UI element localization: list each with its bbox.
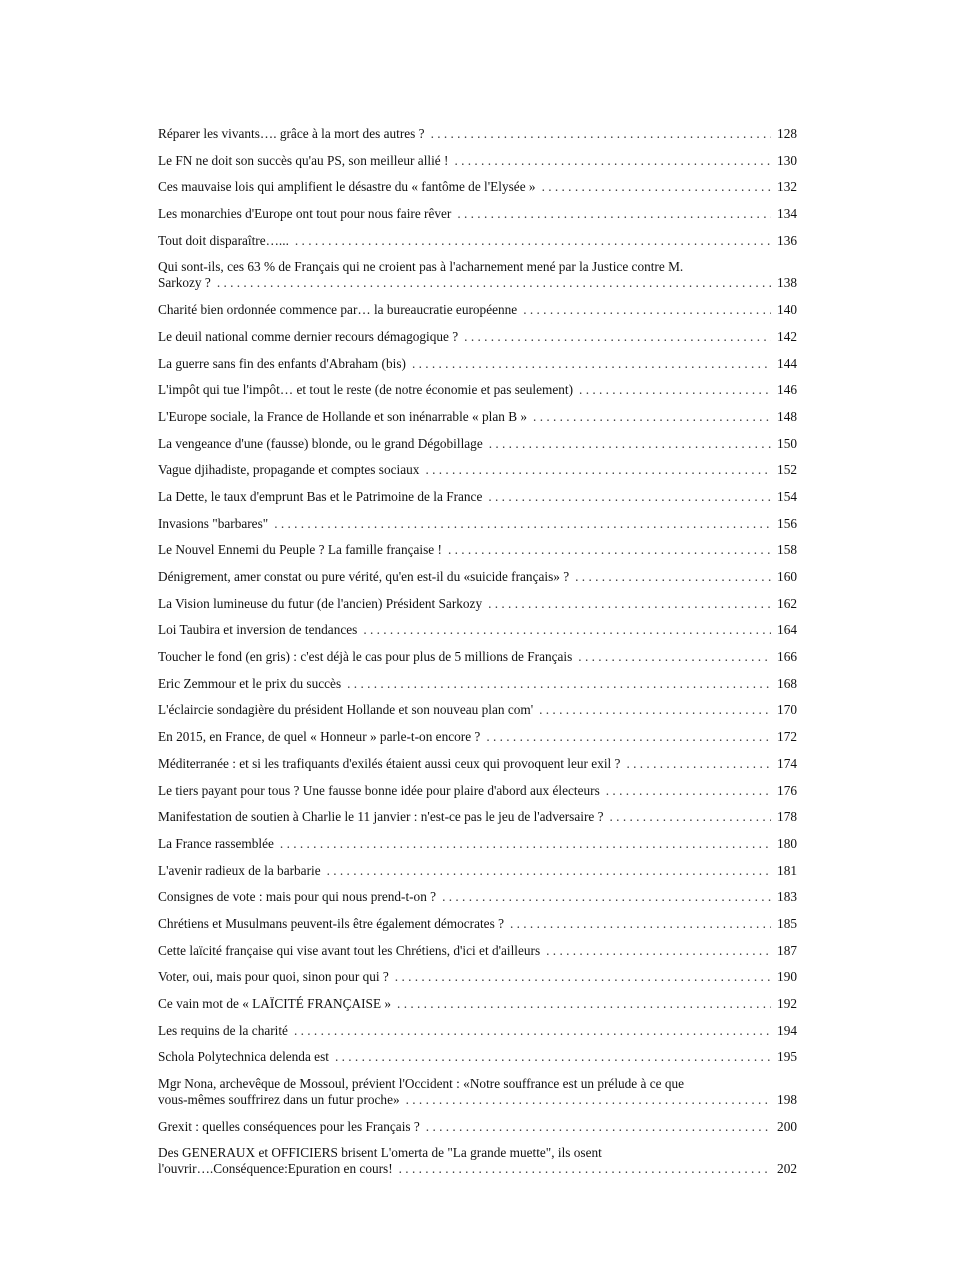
- entry-page-number: 160: [777, 569, 797, 584]
- entry-title: Sarkozy ?: [158, 275, 211, 291]
- toc-entry[interactable]: [158, 887, 797, 914]
- entry-title: Grexit : quelles conséquences pour les Français ?: [158, 1118, 420, 1134]
- entry-title: Vague djihadiste, propagande et comptes sociaux: [158, 462, 420, 478]
- dot-leader: [294, 1023, 771, 1039]
- entry-title: Le tiers payant pour tous ? Une fausse bonne idée pour plaire d'abord aux électeurs: [158, 782, 600, 798]
- entry-page-number: 152: [777, 462, 797, 478]
- entry-page-number: 154: [777, 488, 797, 504]
- entry-page-number: 183: [777, 889, 797, 905]
- toc-entry[interactable]: [158, 941, 797, 968]
- entry-title: vous-mêmes souffrirez dans un futur proche»: [158, 1092, 400, 1108]
- entry-page-number: 181: [777, 862, 797, 878]
- entry-title: Voter, oui, mais pour quoi, sinon pour qui ?: [158, 969, 389, 985]
- entry-page-number: 144: [777, 355, 797, 371]
- dot-leader: [523, 302, 771, 318]
- toc-entry[interactable]: [158, 540, 797, 567]
- entry-title: L'Europe sociale, la France de Hollande et son inénarrable « plan B »: [158, 408, 528, 424]
- toc-entry[interactable]: [158, 861, 797, 888]
- entry-title: Chrétiens et Musulmans peuvent-ils être également démocrates ?: [158, 915, 504, 931]
- entry-page-number: 148: [777, 408, 797, 424]
- entry-title: Le Nouvel Ennemi du Peuple ? La famille française !: [158, 542, 442, 558]
- dot-leader: [399, 1161, 771, 1177]
- dot-leader: [448, 542, 771, 558]
- toc-entry[interactable]: [158, 380, 797, 407]
- dot-leader: [335, 1049, 771, 1065]
- entry-title: En 2015, en France, de quel « Honneur » parle-t-on encore ?: [158, 729, 481, 745]
- dot-leader: [606, 783, 771, 799]
- toc-entry[interactable]: [158, 177, 797, 204]
- entry-page-number: 166: [777, 649, 797, 665]
- toc-entry[interactable]: [158, 151, 797, 178]
- toc-entry[interactable]: [158, 807, 797, 834]
- entry-title: Le FN ne doit son succès qu'au PS, son meilleur allié !: [158, 152, 449, 168]
- toc-entry[interactable]: [158, 967, 797, 994]
- toc-entry[interactable]: [158, 1047, 797, 1074]
- toc-entry[interactable]: [158, 514, 797, 541]
- dot-leader: [626, 756, 771, 772]
- dot-leader: [431, 126, 771, 142]
- dot-leader: [280, 836, 771, 852]
- entry-page-number: 176: [777, 782, 797, 798]
- toc-entry[interactable]: [158, 1021, 797, 1048]
- entry-title: L'impôt qui tue l'impôt… et tout le reste (de notre économie et pas seulement): [158, 382, 574, 398]
- entry-page-number: 138: [777, 275, 797, 291]
- dot-leader: [457, 206, 771, 222]
- entry-title: Manifestation de soutien à Charlie le 11 janvier : n'est-ce pas le jeu de l'adversaire ?: [158, 809, 604, 825]
- dot-leader: [610, 809, 771, 825]
- entry-page-number: 158: [777, 542, 797, 558]
- entry-page-number: 174: [777, 755, 797, 771]
- entry-page-number: 162: [777, 595, 797, 611]
- entry-page-number: 178: [777, 809, 797, 825]
- dot-leader: [295, 233, 771, 249]
- dot-leader: [488, 489, 771, 505]
- toc-entry[interactable]: [158, 674, 797, 701]
- entry-title: Toucher le fond (en gris) : c'est déjà le cas pour plus de 5 millions de Français: [158, 649, 573, 665]
- toc-entry[interactable]: [158, 460, 797, 487]
- dot-leader: [347, 676, 771, 692]
- entry-title: l'ouvrir….Conséquence:Epuration en cours!: [158, 1161, 393, 1177]
- dot-leader: [442, 889, 771, 905]
- dot-leader: [454, 153, 771, 169]
- entry-page-number: 185: [777, 915, 797, 931]
- entry-page-number: 170: [777, 702, 797, 718]
- entry-title: Charité bien ordonnée commence par… la bureaucratie européenne: [158, 302, 518, 318]
- entry-page-number: 202: [777, 1161, 797, 1177]
- toc-entry[interactable]: [158, 354, 797, 381]
- toc-entry[interactable]: [158, 700, 797, 727]
- entry-title: La vengeance d'une (fausse) blonde, ou le grand Dégobillage: [158, 435, 483, 451]
- entry-page-number: 198: [777, 1092, 797, 1108]
- dot-leader: [489, 436, 771, 452]
- entry-title: La guerre sans fin des enfants d'Abraham (bis): [158, 355, 406, 371]
- entry-page-number: 146: [777, 382, 797, 398]
- entry-title: La France rassemblée: [158, 835, 274, 851]
- entry-page-number: 156: [777, 515, 797, 531]
- entry-title-line1: Qui sont-ils, ces 63 % de Français qui ne croient pas à l'acharnement mené par la Justice contre M.: [158, 259, 684, 275]
- toc-entry[interactable]: [158, 1143, 797, 1186]
- entry-page-number: 187: [777, 942, 797, 958]
- toc-entry[interactable]: [158, 647, 797, 674]
- dot-leader: [274, 516, 771, 532]
- entry-page-number: 150: [777, 435, 797, 451]
- entry-title: Schola Polytechnica delenda est: [158, 1049, 329, 1065]
- entry-title: Loi Taubira et inversion de tendances: [158, 622, 358, 638]
- entry-page-number: 128: [777, 126, 797, 141]
- dot-leader: [412, 356, 771, 372]
- toc-entry[interactable]: [158, 231, 797, 258]
- dot-leader: [217, 275, 771, 291]
- entry-title: Méditerranée : et si les trafiquants d'exilés étaient aussi ceux qui provoquent leur exil ?: [158, 755, 621, 771]
- toc-entry[interactable]: [158, 487, 797, 514]
- toc-entry[interactable]: [158, 834, 797, 861]
- dot-leader: [327, 863, 771, 879]
- dot-leader: [363, 622, 771, 638]
- dot-leader: [425, 462, 771, 478]
- entry-title: Invasions "barbares": [158, 515, 269, 531]
- entry-page-number: 136: [777, 232, 797, 248]
- entry-title: La Dette, le taux d'emprunt Bas et le Patrimoine de la France: [158, 488, 483, 504]
- entry-title: Cette laïcité française qui vise avant tout les Chrétiens, d'ici et d'ailleurs: [158, 942, 541, 958]
- entry-page-number: 130: [777, 152, 797, 168]
- entry-page-number: 195: [777, 1049, 797, 1065]
- toc-entry[interactable]: [158, 620, 797, 647]
- entry-title: Consignes de vote : mais pour qui nous prend-t-on ?: [158, 889, 437, 905]
- dot-leader: [510, 916, 771, 932]
- toc-entry[interactable]: [158, 594, 797, 621]
- entry-title: Les requins de la charité: [158, 1022, 288, 1038]
- toc-entry[interactable]: [158, 727, 797, 754]
- entry-title-line1: Des GENERAUX et OFFICIERS brisent L'omerta de "La grande muette", ils osent: [158, 1145, 602, 1161]
- entry-page-number: 132: [777, 179, 797, 195]
- entry-title: Ce vain mot de « LAÏCITÉ FRANÇAISE »: [158, 996, 392, 1011]
- toc-entry[interactable]: [158, 204, 797, 231]
- entry-title: Réparer les vivants…. grâce à la mort des autres ?: [158, 126, 425, 141]
- entry-page-number: 190: [777, 969, 797, 985]
- entry-title: Eric Zemmour et le prix du succès: [158, 675, 342, 691]
- toc-entry[interactable]: [158, 407, 797, 434]
- dot-leader: [533, 409, 771, 425]
- entry-page-number: 168: [777, 675, 797, 691]
- entry-page-number: 194: [777, 1022, 797, 1038]
- entry-page-number: 172: [777, 729, 797, 745]
- toc-entry[interactable]: [158, 327, 797, 354]
- entry-page-number: 180: [777, 835, 797, 851]
- toc-entry[interactable]: [158, 1074, 797, 1117]
- dot-leader: [464, 329, 771, 345]
- entry-title-line1: Mgr Nona, archevêque de Mossoul, prévient l'Occident : «Notre souffrance est un prélude à ce que: [158, 1076, 685, 1092]
- toc-entry[interactable]: [158, 124, 797, 151]
- entry-title: Dénigrement, amer constat ou pure vérité, qu'en est-il du «suicide français» ?: [158, 569, 570, 584]
- toc-entry[interactable]: [158, 567, 797, 594]
- entry-page-number: 134: [777, 206, 797, 222]
- table-of-contents: [158, 124, 797, 1186]
- dot-leader: [546, 943, 771, 959]
- entry-title: L'éclaircie sondagière du président Hollande et son nouveau plan com': [158, 702, 534, 718]
- dot-leader: [579, 382, 771, 398]
- toc-entry[interactable]: [158, 994, 797, 1021]
- dot-leader: [406, 1092, 771, 1108]
- entry-page-number: 140: [777, 302, 797, 318]
- entry-title: Ces mauvaise lois qui amplifient le désastre du « fantôme de l'Elysée »: [158, 179, 536, 195]
- entry-title: Le deuil national comme dernier recours démagogique ?: [158, 328, 459, 344]
- entry-page-number: 142: [777, 328, 797, 344]
- dot-leader: [578, 649, 771, 665]
- entry-page-number: 164: [777, 622, 797, 638]
- toc-entry[interactable]: [158, 914, 797, 941]
- dot-leader: [539, 702, 771, 718]
- toc-entry[interactable]: [158, 434, 797, 461]
- toc-entry[interactable]: [158, 257, 797, 300]
- toc-entry[interactable]: [158, 781, 797, 808]
- entry-title: La Vision lumineuse du futur (de l'ancien) Président Sarkozy: [158, 595, 483, 611]
- dot-leader: [542, 179, 771, 195]
- dot-leader: [426, 1119, 771, 1135]
- entry-title: Tout doit disparaître…...: [158, 232, 289, 248]
- entry-title: L'avenir radieux de la barbarie: [158, 862, 321, 878]
- dot-leader: [397, 996, 771, 1012]
- entry-page-number: 200: [777, 1118, 797, 1134]
- dot-leader: [575, 569, 771, 585]
- dot-leader: [486, 729, 771, 745]
- dot-leader: [488, 596, 771, 612]
- dot-leader: [395, 969, 771, 985]
- toc-entry[interactable]: [158, 754, 797, 781]
- toc-entry[interactable]: [158, 300, 797, 327]
- toc-entry[interactable]: [158, 1117, 797, 1144]
- entry-page-number: 192: [777, 996, 797, 1011]
- entry-title: Les monarchies d'Europe ont tout pour nous faire rêver: [158, 206, 452, 222]
